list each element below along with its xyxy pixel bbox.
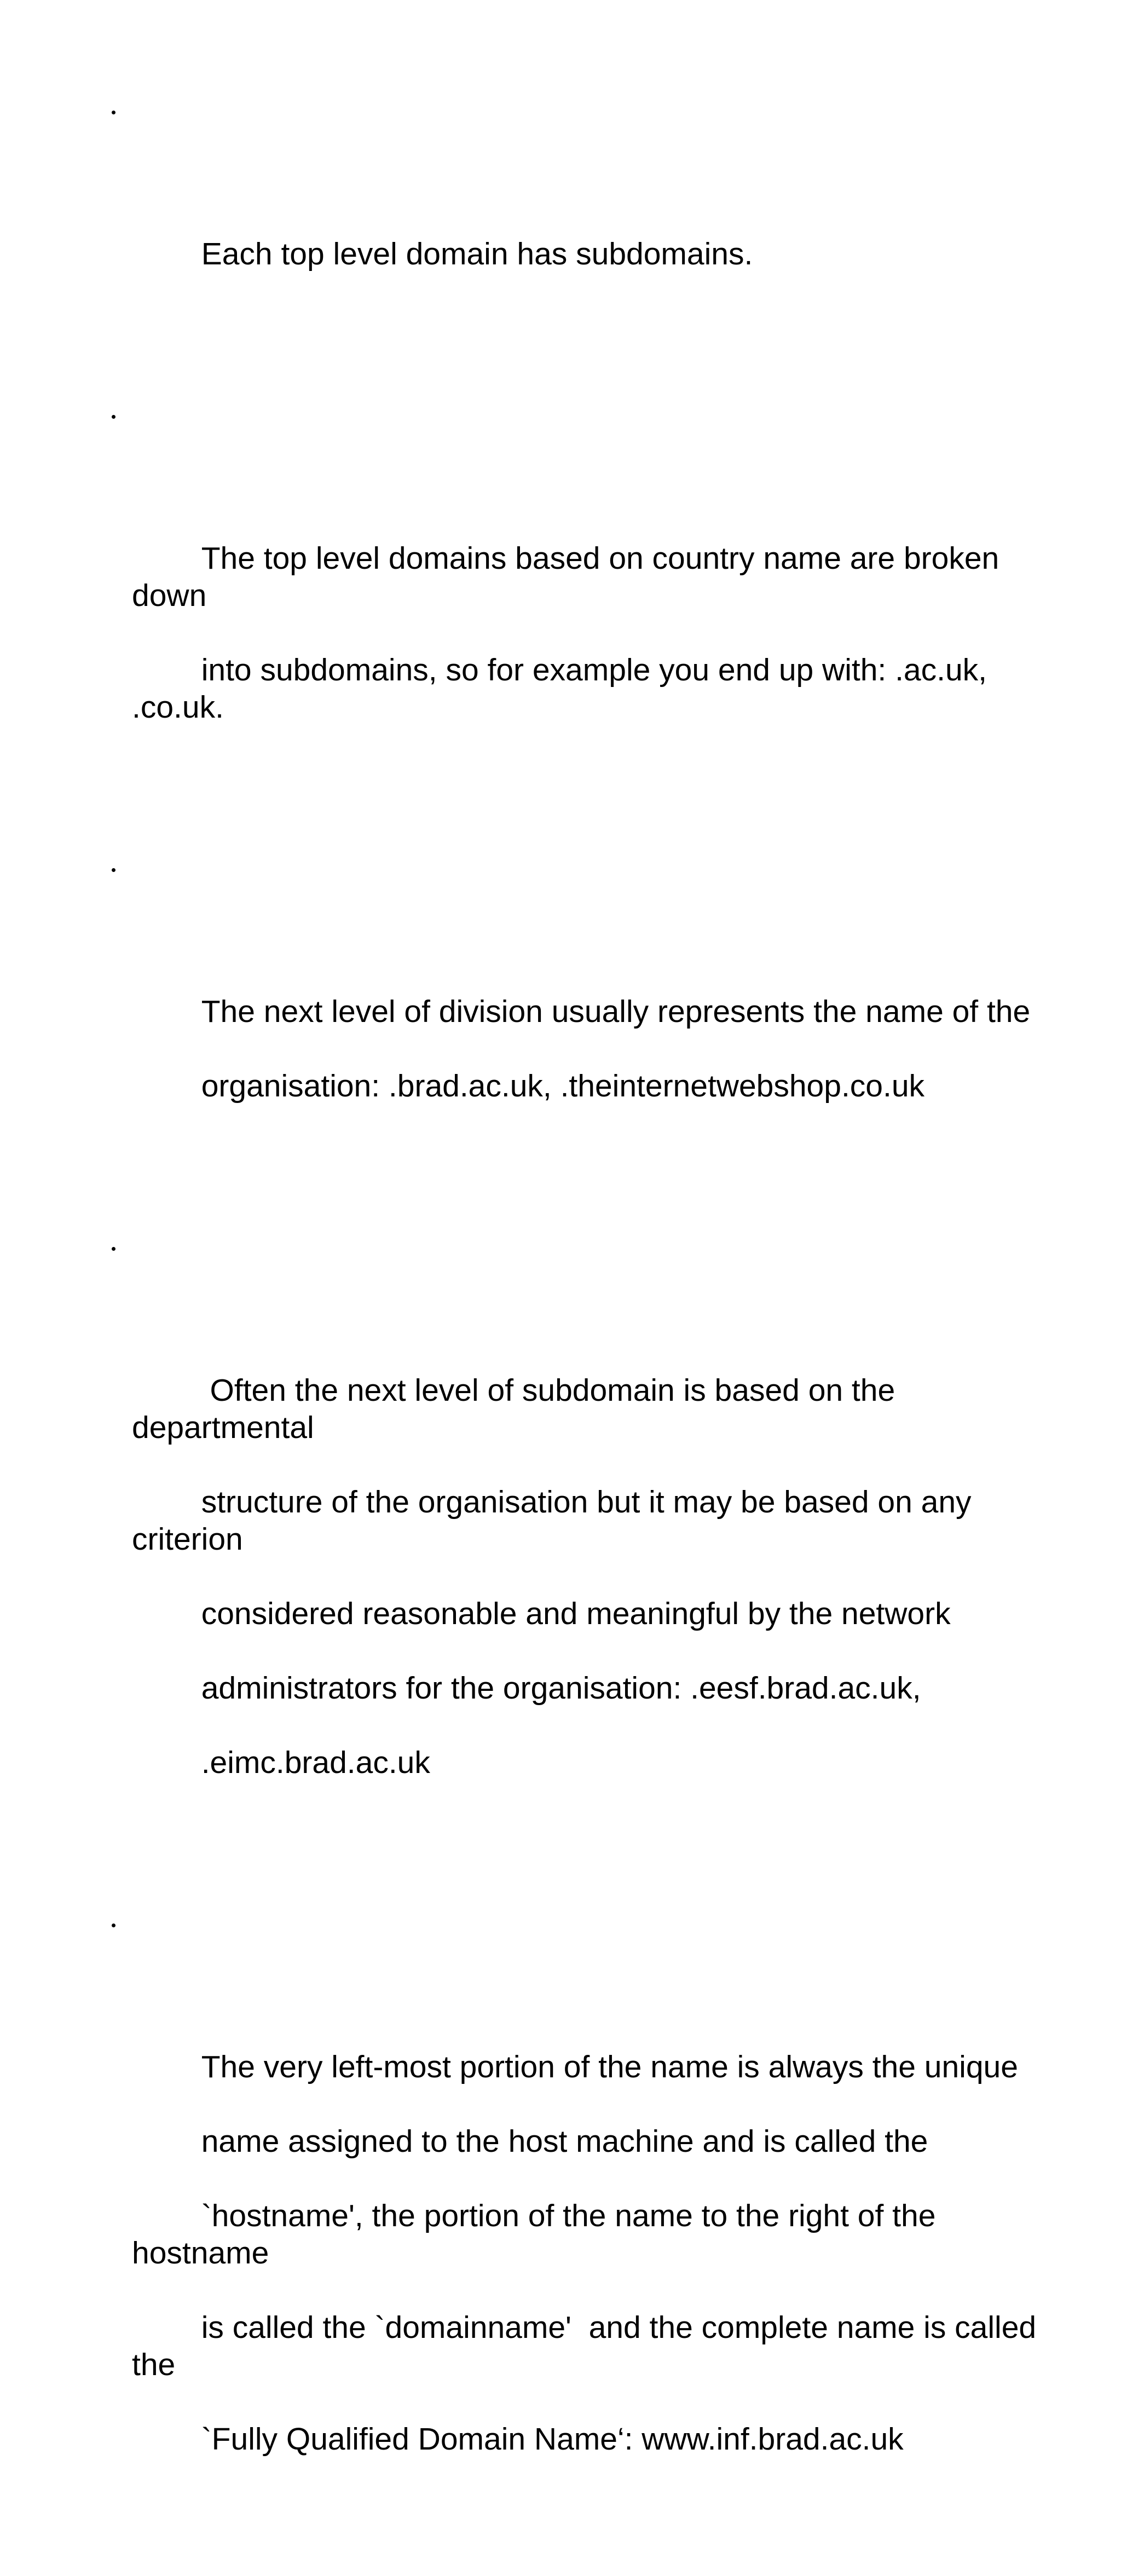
- bullet-line: The top level domains based on country name are broken down: [132, 541, 1008, 613]
- bullet-item: [109, 86, 1073, 384]
- bullet-list: [109, 86, 1073, 2576]
- bullet-item: [109, 844, 1073, 1216]
- bullet-line: The next level of division usually represents the name of the: [201, 994, 1031, 1029]
- bullet-text: [132, 198, 1073, 310]
- bullet-line: .eimc.brad.ac.uk: [201, 1745, 430, 1780]
- bullet-line: is called the `domainname' and the complete name is called the: [132, 2310, 1045, 2382]
- bullet-text: [132, 503, 1073, 763]
- bullet-line: into subdomains, so for example you end up with: .ac.uk, .co.uk.: [132, 652, 996, 725]
- bullet-text: [132, 2011, 1073, 2495]
- bullet-line: considered reasonable and meaningful by the network: [201, 1596, 951, 1631]
- bullet-item: [109, 391, 1073, 838]
- bullet-line: `Fully Qualified Domain Name‘: www.inf.brad.ac.uk: [201, 2422, 904, 2457]
- bullet-line: Often the next level of subdomain is based on the departmental: [132, 1373, 904, 1445]
- bullet-text: [132, 956, 1073, 1142]
- bullet-line: structure of the organisation but it may be based on any criterion: [132, 1485, 980, 1557]
- bullet-line: The very left-most portion of the name is always the unique: [201, 2049, 1018, 2084]
- bullet-line: organisation: .brad.ac.uk, .theinternetwebshop.co.uk: [201, 1068, 925, 1104]
- bullet-item: [109, 1223, 1073, 1893]
- bullet-line: `hostname', the portion of the name to the right of the hostname: [132, 2198, 945, 2271]
- bullet-text: [132, 1335, 1073, 1818]
- bullet-line: Each top level domain has subdomains.: [201, 236, 753, 272]
- bullet-item: [109, 1899, 1073, 2569]
- bullet-line: name assigned to the host machine and is called the: [201, 2124, 928, 2159]
- bullet-line: administrators for the organisation: .eesf.brad.ac.uk,: [201, 1671, 921, 1706]
